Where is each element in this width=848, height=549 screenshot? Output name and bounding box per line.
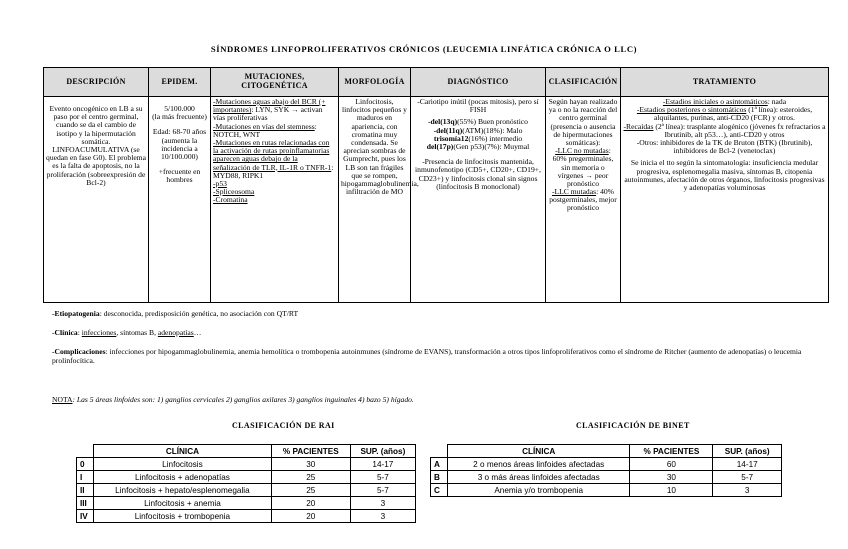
cell-clasificacion	[546, 97, 621, 303]
mutacion-2: -Mutaciones en vías del stemness: NOTCH, WNT	[213, 121, 317, 139]
diag-line4: trisomía12(16%) intermedio	[433, 133, 523, 143]
rai-title: CLASIFICACIÓN DE RAI	[232, 421, 335, 430]
content-row	[44, 97, 829, 303]
note-etiopatogenia: -Etiopatogenia: desconocida, predisposición genética, no asociación con QT/RT	[52, 309, 299, 318]
table-row: B 3 o más áreas linfoides afectadas 30 5-7	[431, 471, 782, 484]
diag-line2: -del(13q)(55%) Buen pronóstico	[428, 117, 528, 127]
nota-areas: NOTA: Las 5 áreas linfoides son: 1) ganglios cervicales 2) ganglios axilares 3) ganglios inguinales 4) bazo 5) hígado.	[52, 395, 414, 404]
epidem-line4: (aumenta la incidencia a 10/100.000)	[161, 135, 198, 161]
table-row: IV Linfocitosis + trombopenia 20 3	[77, 510, 416, 523]
cell-diagnostico	[411, 97, 546, 303]
trat-line4: -Otros: inhibidores de la TK de Bruton (BTK) (Ibrutinib), inhibidores de Bcl-2 (venetoclax)	[636, 137, 813, 156]
rai-header-clinica: CLÍNICA	[94, 445, 272, 458]
diag-line6: -Presencia de linfocitosis mantenida, inmunofenotipo (CD5+, CD20+, CD19+, CD23+) y linfocitosis clonal sin signos (linfocitosis B monoclonal)	[415, 157, 541, 191]
table-row: A 2 o menos áreas linfoides afectadas 60 14-17	[431, 458, 782, 471]
mutacion-6: -Cromatina	[213, 195, 248, 205]
mutacion-1: -Mutaciones aguas abajo del BCR (+ importantes): LYN, SYK → activan vías proliferativas	[213, 97, 326, 123]
header-clasificacion: CLASIFICACIÓN	[546, 68, 621, 97]
table-row: III Linfocitosis + anemia 20 3	[77, 497, 416, 510]
header-mutaciones-line2: CITOGENÉTICA	[241, 81, 308, 90]
trat-line5: Se inicia el tto según la sintomatología: insuficiencia medular progresiva, esplenomegalia masiva, síntomas B, citopenia autoinmunes, afectación de otros órganos, linfocitosis progresivas y adenopatías voluminosas	[624, 158, 825, 192]
header-mutaciones	[211, 68, 339, 97]
header-mutaciones-line1: MUTACIONES,	[244, 72, 305, 82]
trat-line1: -Estadios iniciales o asintomáticos: nada	[662, 97, 787, 106]
main-table	[43, 67, 829, 303]
binet-header-clinica: CLÍNICA	[448, 445, 630, 458]
table-row: 0 Linfocitosis 30 14-17	[77, 458, 416, 471]
cell-epidem	[149, 97, 211, 303]
epidem-line5: +frecuente en hombres	[158, 167, 201, 185]
binet-header-pct: % PACIENTES	[630, 445, 713, 458]
note-clinica: -Clínica: infecciones, síntomas B, adenopatías…	[52, 328, 202, 337]
epidem-line3: Edad: 68-70 años	[152, 127, 207, 137]
cell-morfologia	[339, 97, 419, 303]
rai-header-row	[77, 445, 416, 458]
note-complicaciones: -Complicaciones: infecciones por hipogammaglobulinemia, anemia hemolítica o trombopenia autoinmunes (síndrome de EVANS), transformación a otros tipos linfoproliferativos como el síndrome de Ritcher (aumento de adenopatías) o leucemia prolinfocítica.	[52, 347, 802, 366]
header-morfologia: MORFOLOGÍA	[339, 68, 411, 97]
diag-line5: del(17p)(Gen p53)(7%): Muymal	[426, 141, 530, 151]
binet-header-sup: SUP. (años)	[713, 445, 782, 458]
page-title: SÍNDROMES LINFOPROLIFERATIVOS CRÓNICOS (LEUCEMIA LINFÁTICA CRÓNICA O LLC)	[210, 44, 638, 54]
header-epidem: EPIDEM.	[149, 68, 211, 97]
clas-line3: -LLC mutadas: 40% postgerminales, mejor pronóstico	[549, 187, 617, 213]
header-descripcion: DESCRIPCIÓN	[44, 68, 149, 97]
header-row	[44, 68, 829, 97]
descripcion-text: Evento oncogénico en LB a su paso por el centro germinal, cuando se da el cambio de isotipo y la hipermutación somática. LINFOACUMULATIVA (se quedan en fase G0). El problema es la falta de apoptosis, no la proliferación (sobreexpresión de Bcl-2)	[46, 104, 146, 187]
mutacion-4: -p53	[213, 178, 227, 188]
morfologia-text: Linfocitosis, linfocitos pequeños y maduros en apariencia, con cromatina muy condensada. Se aprecian sombras de Gumprecht, pues los LB son tan frágiles que se rompen, hipogammaglobulinemia, infiltración de MO	[341, 97, 419, 197]
cell-mutaciones	[211, 97, 339, 303]
diag-line3: -del(11q)(ATM)(18%): Malo	[433, 125, 523, 135]
binet-header-row	[431, 445, 782, 458]
mutacion-3: -Mutaciones en rutas relacionadas con la activación de rutas proinflamatorias aparecen aguas debajo de la señalización de TLR, IL-1R o TNFR-1: MYD88, RIPK1	[213, 137, 334, 180]
rai-header-pct: % PACIENTES	[271, 445, 350, 458]
rai-header-sup: SUP. (años)	[350, 445, 415, 458]
table-row: I Linfocitosis + adenopatías 25 5-7	[77, 471, 416, 484]
header-tratamiento: TRATAMIENTO	[621, 68, 829, 97]
mutacion-5: -Spliceosoma	[213, 187, 255, 197]
table-row: C Anemia y/o trombopenia 10 3	[431, 484, 782, 497]
binet-table	[430, 444, 782, 497]
cell-tratamiento	[621, 97, 829, 303]
clas-line2: -LLC no mutadas: 60% pregerminales, sin memoria o vírgenes → peor pronóstico	[552, 146, 614, 188]
rai-table	[76, 444, 416, 523]
epidem-line1: 5/100.000	[164, 104, 195, 113]
epidem-line2: (la más frecuente)	[152, 112, 207, 122]
cell-descripcion	[44, 97, 149, 303]
trat-line3: -Recaídas (2ª línea): trasplante alogénico (jóvenes fx refractarios a Ibrutinib, alt p53…), anti-CD20 y otros	[623, 121, 826, 139]
table-row: II Linfocitosis + hepato/esplenomegalia 25 5-7	[77, 484, 416, 497]
clas-line1: Según hayan realizado ya o no la reacción del centro germinal (presencia o ausencia de hipermutaciones somáticas):	[548, 97, 618, 147]
binet-title: CLASIFICACIÓN DE BINET	[576, 421, 690, 430]
header-diagnostico: DIAGNÓSTICO	[411, 68, 546, 97]
diag-line1: -Cariotipo inútil (pocas mitosis), pero sí FISH	[417, 97, 539, 115]
trat-line2: -Estadios posteriores o sintomáticos (1ª línea): esteroides, alquilantes, purinas, anti-CD20 (FCR) y otros.	[636, 105, 813, 123]
